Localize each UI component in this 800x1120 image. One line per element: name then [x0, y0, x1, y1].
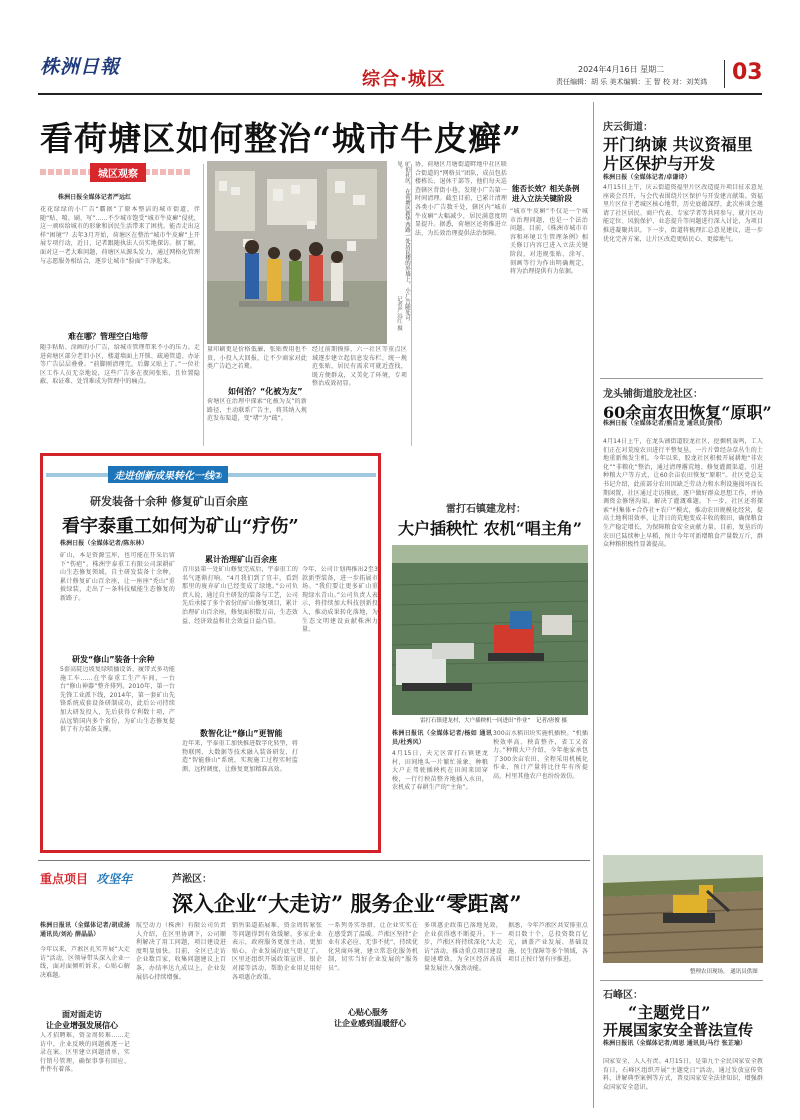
tag-label: 城区观察 [90, 163, 146, 182]
project-byline: 株洲日报讯（全媒体记者/胡成汤 通讯员/刘沁 薛晶晶） [40, 922, 130, 938]
upper-lower-rule [38, 860, 590, 861]
innovation-col2-a: 青川县第一处矿山修复完成后，宇泰重工的名气逐渐打响。“4月我们到了宜丰，看到那里的废弃矿山已经变成了绿地。”公司负责人说，通过自主研发的装备与工艺，公司先后承接了多个省份的矿山修复项目，累计治理矿山百余座，修复面积数万亩，生态效益、经济效益和社会效益日益凸显。 [182, 566, 298, 625]
innovation-sub2: 累计治理矿山百余座 [205, 555, 277, 564]
project-banner-2: 攻坚年 [96, 872, 133, 886]
qingyun-byline: 株洲日报（全媒体记者/卓谦诗） [603, 174, 691, 181]
innovation-sub3: 数智化让“修山”更智能 [200, 729, 283, 738]
innovation-title: 看宇泰重工如何为矿山“疗伤” [62, 516, 299, 537]
longtou-body: 4月14日上午，在龙头铺街道胶龙社区，挖掘机轰鸣，工人们正在对荒废农田进行平整复垦，一片片曾经杂草丛生的土地重新焕发生机。今年以来，胶龙社区积极开展耕地“非农化”“非粮化”整治，通过清理撂荒地、修复灌溉渠道、引进种粮大户等方式，让60余亩农田恢复“原职”。社区党总支书记介绍，此前部分农田因缺乏劳动力和水利设施损坏而长期闲置，社区通过走访摸底，逐户做好群众思想工作，并协调资金修缮沟渠，解决了灌溉难题。下一步，社区还将探索“村集体+合作社+农户”模式，推动农田规模化经营，提高土地利用效率，让昔日的荒地变成丰收的粮田，确保粮食生产稳定增长，为保障粮食安全贡献力量。目前，复垦后的农田已陆续种上早稻，预计今年可新增粮食产量数万斤，群众种粮积极性显著提高。 [603, 438, 763, 549]
lead-col3: 经过前期摸排，六一社区等重点区域逐步建立起信息发布栏，统一规范张贴，居民有需求可就近查找，既方便群众，又美化了环境，专项整治成效初显。 [312, 346, 407, 388]
shifeng-byline: 株洲日报讯（全媒体记者/周思 通讯员/马行 张芷瑜） [603, 1040, 747, 1047]
longtou-byline: 株洲日报（全媒体记者/熊自龙 通讯员/黄伟） [603, 420, 726, 427]
innovation-sub1: 研发“修山”装备十余种 [72, 655, 155, 664]
newspaper-logo: 株洲日報 [40, 56, 121, 78]
lead-col-rule-2 [411, 164, 412, 446]
lead-col-rule-1 [203, 164, 204, 446]
lead-tag [40, 163, 190, 181]
lead-photo-caption: 旷伯社区，在荷塘区新华西路一处居民楼的外墙上，小广告随处可见。 [396, 161, 410, 321]
project-sub1: 面对面走访 [62, 1010, 102, 1019]
shifeng-title-line1: “主题党日” [628, 1003, 711, 1022]
project-banner-1: 重点项目 [40, 872, 89, 886]
leida-title: 大户插秧忙 农机“唱主角” [398, 519, 582, 538]
banner-number: ② [214, 471, 223, 482]
lead-byline: 株洲日报全媒体记者严远红 [58, 194, 132, 201]
lead-photo-credit: 记者严远红 摄 [396, 296, 402, 331]
leida-kicker: 雷打石镇建龙村： [446, 504, 526, 515]
project-banner [40, 868, 150, 886]
qingyun-title-line1: 开门纳谏 共议资福里 [603, 135, 753, 154]
section-title: 综合·城区 [362, 69, 446, 90]
longtou-photo-caption: 整理农田现场。 通讯员供图 [690, 969, 758, 975]
project-col4: 一系列务实举措，让企业实实在在感受到了温暖。芦淞区坚持“企业有求必应、无事不扰”，持续优化营商环境，建立常态化服务机制，切实当好企业发展的“服务员”。 [328, 922, 418, 972]
innovation-col1-a: 矿山，本是资源宝库，也可能在开采后留下“伤疤”。株洲宇泰重工有限公司深耕矿山生态修复领域，自主研发装备十余种，累计修复矿山百余座，让一座座“秃山”重披绿装，走出了一条科技赋能生态修复的新路子。 [60, 552, 175, 602]
lead-headline: 看荷塘区如何整治“城市牛皮癣” [40, 119, 522, 158]
page-number: 03 [732, 60, 763, 85]
innovation-col1-b: 5套高陡边坡复绿喷播设备、履带式多功能施工车……在宇泰重工生产车间，一台台“修山神器”整齐排列。2010年，第一台先锋工业派下线，2014年，第一套矿山先锋系统成套设备研制成功，此后公司持续加大研发投入，先后获得专利数十项，产品远销国内多个省份，为矿山生态修复提供了有力装备支撑。 [60, 666, 175, 734]
innovation-col2-b: 近年来，宇泰重工加快推进数字化转型，将物联网、大数据等技术融入装备研发，打造“智能修山”系统，实现施工过程实时监测、远程调度，让修复更加精准高效。 [182, 740, 298, 773]
qingyun-title-line2: 片区保护与开发 [603, 154, 716, 173]
shifeng-body: 国家安全，人人有责。4月15日，是第九个全民国家安全教育日，石峰区组织开展“主题党日”活动，通过发放宣传资料、讲解典型案例等方式，普及国家安全法律知识，增强群众国家安全意识。 [603, 1058, 763, 1091]
leida-col1: 4月15日，天元区雷打石镇建龙村，田间地头一片繁忙景象，种粮大户正驾驶插秧机在田间来回穿梭，一行行秧苗整齐地插入水田，农机成了春耕生产的“主角”。 [392, 750, 488, 792]
lead-sub3: 能否长效？相关条例进入立法关键阶段 [512, 184, 580, 203]
project-col1-b: 人才招聘难、资金周转难……走访中，企业反映的问题被逐一记录在案。区里建立问题清单，实行销号管理，确保事事有回应、件件有着落。 [40, 1032, 130, 1074]
project-sub3: 心贴心服务 [348, 1008, 388, 1017]
project-sub2: 让企业增强发展信心 [46, 1021, 118, 1030]
innovation-kicker: 研发装备十余种 修复矿山百余座 [90, 495, 248, 508]
right-column-rule-top [593, 102, 594, 1108]
masthead [0, 0, 800, 98]
longtou-district: 龙头铺街道胶龙社区： [603, 389, 703, 400]
project-col3: 销售渠道拓展难、资金周转紧张等问题得到有效缓解，多家企业表示，政府服务更加主动、更加贴心，企业发展的底气更足了。区里还组织开展政策宣讲、银企对接等活动，帮助企业用足用好各项惠企政策。 [232, 922, 322, 981]
lead-col2: 量印刷更是价格低廉，张贴费用也不贵，小投入大回报，让不少商家对此类广告趋之若鹜。 [207, 346, 307, 371]
lead-col4: 协，荷塘区月塘街道畔地中社区联合街道的“网格员”团队，成员包括楼栋长、退休干部等，他们每天巡查辖区背街小巷，发现小广告第一时间清理。截至目前，已累计清理各类小广告数千处，辖区内“城市牛皮癣”大幅减少，居民满意度明显提升。据悉，荷塘区还将推进立法，为长效治理提供法治保障。 [415, 161, 507, 237]
project-sub4: 让企业感到温暖舒心 [334, 1019, 406, 1028]
project-col2: 航空动力（株洲）有限公司负责人介绍，在区里协调下，公司顺利解决了用工问题，项目建设进度明显加快。目前，全区已走访企业数百家，收集问题建议上百条，办结率达九成以上，企业发展信心持续增强。 [136, 922, 226, 981]
leida-photo-caption [420, 717, 590, 725]
qingyun-body: 4月15日上午，庆云街道资福里片区改造提升项目征求意见座谈会召开，与会代表围绕片区保护与开发建言献策。资福里片区位于老城区核心地带，历史底蕴深厚，此次座谈会邀请了社区居民、商户代表、专家学者等共同参与，就片区功能定位、风貌保护、业态提升等问题进行深入讨论，为项目推进凝聚共识。下一步，街道将梳理汇总意见建议，进一步优化完善方案，让片区改造更贴民心、更接地气。 [603, 184, 763, 243]
project-col1-a: 今年以来，芦淞区扎实开展“大走访”活动，区领导带头深入企业一线，面对面倾听诉求，心贴心解决难题。 [40, 946, 130, 979]
leida-caption-text: 雷打石镇建龙村，大户插秧机一同进田“作业” [420, 718, 531, 724]
shifeng-district: 石峰区： [603, 990, 643, 1001]
leida-byline: 株洲日报讯（全媒体记者/杨如 通讯员/杜秀风） [392, 730, 492, 746]
leida-col2: 300亩水稻田块实施机插秧。“机插秧效率高、秧苗整齐，省工又省力。”种粮大户介绍，今年他家承包了300余亩农田，全程采用机械化作业，预计产量将比往年有所提高，村里其他农户也纷纷效仿。 [493, 730, 588, 780]
editor-line: 责任编辑：胡 乐 美术编辑：王 智 校 对：刘芙鸿 [556, 78, 708, 86]
lead-col5: “城市牛皮癣”不仅是一个城市治理问题，也是一个法治问题。目前，《株洲市城市市容和环境卫生管理条例》相关修订内容已进入立法关键阶段，对违规张贴、涂写、刻画等行为作出明确规定，将为治理提供有力依据。 [510, 208, 588, 276]
innovation-col3: 今年，公司计划再推出2至3款新型装备，进一步拓展市场。“我们要让更多矿山重现绿水青山。”公司负责人表示，将持续加大科技创新投入，推动成果转化落地，为生态文明建设贡献株洲力量。 [302, 566, 378, 634]
longtou-photo [603, 855, 763, 963]
lead-col2-b: 荷塘区在治理中探索“化被为友”的新路径，主动联系广告主，将其纳入规范发布渠道，变“堵”为“疏”。 [207, 398, 307, 423]
longtou-bottom-rule [600, 980, 763, 981]
lead-sub1: 难在哪？管理空白地带 [68, 332, 148, 341]
issue-date: 2024年4月16日 星期二 [578, 65, 665, 74]
banner-label [108, 466, 228, 483]
qingyun-district: 庆云街道： [603, 122, 653, 133]
longtou-title: 60余亩农田恢复“原职” [603, 403, 772, 422]
lead-sub2: 如何治？“化被为友” [228, 387, 303, 396]
banner-text: 走进创新成果转化一线 [114, 471, 214, 482]
lead-col1-b: 随手粘贴、涂画的小广告，给城市管理带来不小的压力。走进荷塘区部分老旧小区，楼道墙面上开锁、疏通管道、办证等广告层层叠叠。“前脚刚清理完，后脚又贴上了。”一位社区工作人员无奈地说，这些广告多在夜间张贴，且位置隐蔽，取证难、处罚难成为管理中的痛点。 [40, 344, 200, 386]
lead-photo [207, 161, 387, 344]
qingyun-bottom-rule [600, 378, 763, 379]
project-title: 深入企业“大走访” 服务企业“零距离” [172, 891, 522, 916]
project-col6: 据悉，今年芦淞区共安排重点项目数十个，总投资数百亿元，涵盖产业发展、基础设施、民生保障等多个领域，各项目正按计划有序推进。 [508, 922, 588, 964]
leida-photo [392, 545, 588, 715]
innovation-byline: 株洲日报（全媒体记者/陈东林） [60, 540, 148, 547]
lead-col1-a: 花花绿绿的小广告“霸据”了原本整洁的城市街道，伴随“贴、喷、刷、写”……不少城市饱受“城市牛皮癣”侵扰，这一顽疾给城市的形象和居民生活带来了困扰。能否走出这样“困境”？去年3月开始，荷塘区在整治“城市牛皮癣”上开展专项行动，近日，记者跟随执法人员实地探访。据了解，面对这一老大难问题，荷塘区从源头发力，通过网格化管理与志愿服务相结合，逐步让城市“脸面”干净起来。 [40, 206, 200, 265]
shifeng-title-line2: 开展国家安全普法宣传 [603, 1021, 754, 1039]
leida-caption-credit: 记者/唐俊 摄 [535, 718, 568, 724]
project-district: 芦淞区： [172, 874, 212, 885]
project-col5: 多项惠企政策已落地见效，企业获得感不断提升。下一步，芦淞区将持续深化“大走访”活动，推动重点项目建设提速增效，为全区经济高质量发展注入强劲动能。 [424, 922, 502, 972]
innovation-banner [46, 466, 376, 484]
masthead-rule [38, 93, 762, 95]
page-divider [724, 60, 725, 88]
